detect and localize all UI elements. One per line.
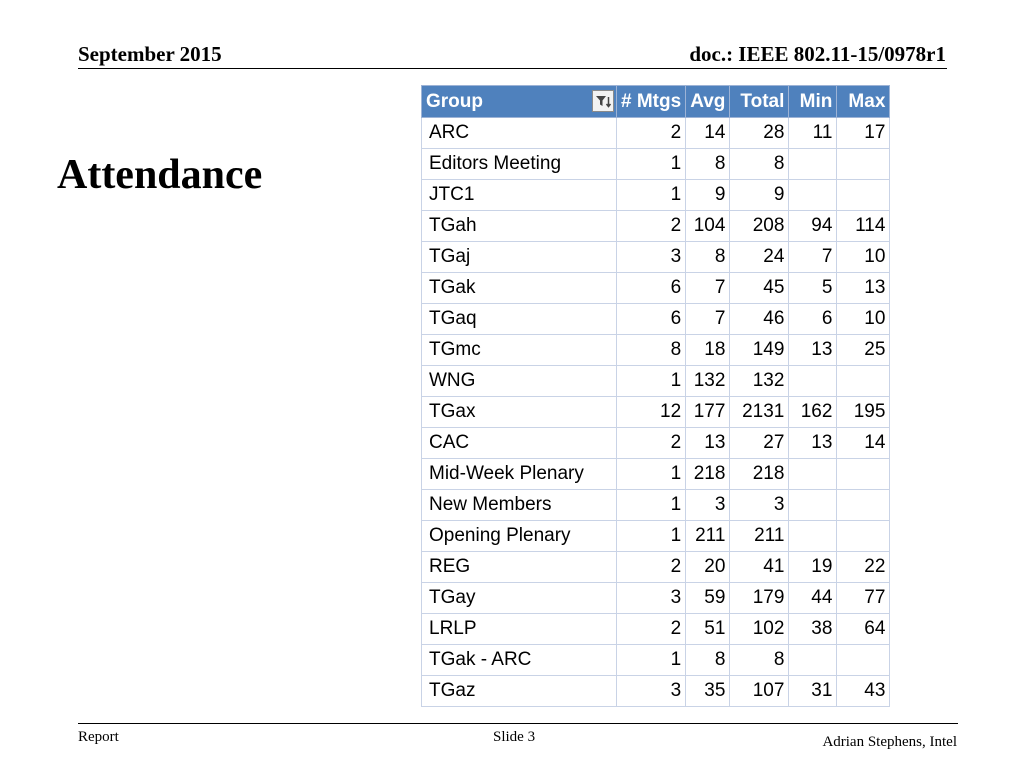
cell-group: WNG bbox=[422, 366, 617, 397]
cell-min: 5 bbox=[789, 273, 837, 304]
cell-total: 9 bbox=[730, 180, 789, 211]
column-header-max[interactable]: Max bbox=[837, 86, 890, 118]
cell-min: 13 bbox=[789, 428, 837, 459]
cell-mtgs: 1 bbox=[617, 490, 686, 521]
cell-min bbox=[789, 180, 837, 211]
cell-mtgs: 2 bbox=[617, 552, 686, 583]
cell-avg: 7 bbox=[686, 304, 730, 335]
cell-avg: 211 bbox=[686, 521, 730, 552]
cell-max bbox=[837, 645, 890, 676]
cell-min: 31 bbox=[789, 676, 837, 707]
cell-max: 195 bbox=[837, 397, 890, 428]
cell-avg: 218 bbox=[686, 459, 730, 490]
cell-group: Mid-Week Plenary bbox=[422, 459, 617, 490]
cell-min: 7 bbox=[789, 242, 837, 273]
cell-mtgs: 1 bbox=[617, 149, 686, 180]
cell-max: 114 bbox=[837, 211, 890, 242]
table-row bbox=[422, 397, 890, 428]
table-row bbox=[422, 490, 890, 521]
table-row bbox=[422, 273, 890, 304]
cell-mtgs: 3 bbox=[617, 583, 686, 614]
cell-avg: 35 bbox=[686, 676, 730, 707]
cell-min bbox=[789, 521, 837, 552]
cell-avg: 104 bbox=[686, 211, 730, 242]
cell-group: LRLP bbox=[422, 614, 617, 645]
cell-mtgs: 1 bbox=[617, 459, 686, 490]
cell-group: TGax bbox=[422, 397, 617, 428]
cell-mtgs: 1 bbox=[617, 366, 686, 397]
cell-min bbox=[789, 459, 837, 490]
cell-total: 208 bbox=[730, 211, 789, 242]
cell-max bbox=[837, 366, 890, 397]
cell-avg: 3 bbox=[686, 490, 730, 521]
cell-group: TGay bbox=[422, 583, 617, 614]
table-row bbox=[422, 366, 890, 397]
cell-total: 27 bbox=[730, 428, 789, 459]
cell-mtgs: 8 bbox=[617, 335, 686, 366]
cell-avg: 59 bbox=[686, 583, 730, 614]
cell-total: 179 bbox=[730, 583, 789, 614]
cell-min: 11 bbox=[789, 118, 837, 149]
cell-total: 107 bbox=[730, 676, 789, 707]
cell-max bbox=[837, 180, 890, 211]
cell-total: 41 bbox=[730, 552, 789, 583]
cell-max bbox=[837, 521, 890, 552]
cell-min: 38 bbox=[789, 614, 837, 645]
cell-avg: 8 bbox=[686, 645, 730, 676]
cell-group: TGak bbox=[422, 273, 617, 304]
cell-total: 8 bbox=[730, 645, 789, 676]
cell-avg: 8 bbox=[686, 242, 730, 273]
cell-mtgs: 1 bbox=[617, 645, 686, 676]
cell-min bbox=[789, 149, 837, 180]
column-header-mtgs[interactable]: # Mtgs bbox=[617, 86, 686, 118]
cell-min: 94 bbox=[789, 211, 837, 242]
cell-max bbox=[837, 149, 890, 180]
footer-rule bbox=[78, 723, 958, 724]
cell-min bbox=[789, 366, 837, 397]
cell-mtgs: 3 bbox=[617, 676, 686, 707]
table-row bbox=[422, 676, 890, 707]
cell-group: TGak - ARC bbox=[422, 645, 617, 676]
table-row bbox=[422, 428, 890, 459]
cell-max: 14 bbox=[837, 428, 890, 459]
cell-max: 64 bbox=[837, 614, 890, 645]
table-header-row bbox=[422, 86, 890, 118]
cell-max bbox=[837, 459, 890, 490]
cell-total: 102 bbox=[730, 614, 789, 645]
cell-max: 10 bbox=[837, 242, 890, 273]
column-header-group[interactable] bbox=[422, 86, 617, 118]
attendance-table-container bbox=[421, 85, 890, 707]
cell-max bbox=[837, 490, 890, 521]
cell-min: 44 bbox=[789, 583, 837, 614]
table-row bbox=[422, 521, 890, 552]
cell-mtgs: 2 bbox=[617, 118, 686, 149]
filter-sort-icon[interactable] bbox=[592, 90, 614, 112]
cell-total: 211 bbox=[730, 521, 789, 552]
cell-total: 28 bbox=[730, 118, 789, 149]
cell-max: 43 bbox=[837, 676, 890, 707]
cell-mtgs: 2 bbox=[617, 614, 686, 645]
header-doc-id: doc.: IEEE 802.11-15/0978r1 bbox=[689, 42, 946, 66]
cell-total: 149 bbox=[730, 335, 789, 366]
cell-group: Opening Plenary bbox=[422, 521, 617, 552]
cell-max: 25 bbox=[837, 335, 890, 366]
cell-avg: 20 bbox=[686, 552, 730, 583]
column-header-avg[interactable]: Avg bbox=[686, 86, 730, 118]
cell-min: 162 bbox=[789, 397, 837, 428]
table-row bbox=[422, 211, 890, 242]
cell-group: JTC1 bbox=[422, 180, 617, 211]
cell-total: 24 bbox=[730, 242, 789, 273]
cell-min bbox=[789, 645, 837, 676]
cell-max: 10 bbox=[837, 304, 890, 335]
column-header-total[interactable]: Total bbox=[730, 86, 789, 118]
table-row bbox=[422, 645, 890, 676]
cell-total: 132 bbox=[730, 366, 789, 397]
column-header-min[interactable]: Min bbox=[789, 86, 837, 118]
table-row bbox=[422, 304, 890, 335]
table-row bbox=[422, 118, 890, 149]
table-row bbox=[422, 149, 890, 180]
table-row bbox=[422, 459, 890, 490]
cell-total: 3 bbox=[730, 490, 789, 521]
cell-total: 218 bbox=[730, 459, 789, 490]
cell-total: 8 bbox=[730, 149, 789, 180]
table-row bbox=[422, 552, 890, 583]
footer-author: Adrian Stephens, Intel bbox=[822, 734, 957, 750]
cell-mtgs: 1 bbox=[617, 180, 686, 211]
cell-mtgs: 6 bbox=[617, 304, 686, 335]
cell-mtgs: 3 bbox=[617, 242, 686, 273]
cell-avg: 177 bbox=[686, 397, 730, 428]
header-date: September 2015 bbox=[78, 42, 222, 66]
cell-max: 22 bbox=[837, 552, 890, 583]
cell-group: Editors Meeting bbox=[422, 149, 617, 180]
table-row bbox=[422, 614, 890, 645]
cell-avg: 7 bbox=[686, 273, 730, 304]
cell-group: TGaz bbox=[422, 676, 617, 707]
cell-mtgs: 1 bbox=[617, 521, 686, 552]
cell-max: 77 bbox=[837, 583, 890, 614]
column-header-label: Group bbox=[426, 90, 483, 112]
cell-mtgs: 6 bbox=[617, 273, 686, 304]
cell-min: 19 bbox=[789, 552, 837, 583]
cell-total: 2131 bbox=[730, 397, 789, 428]
table-row bbox=[422, 583, 890, 614]
cell-min: 6 bbox=[789, 304, 837, 335]
cell-max: 17 bbox=[837, 118, 890, 149]
cell-avg: 132 bbox=[686, 366, 730, 397]
cell-total: 45 bbox=[730, 273, 789, 304]
cell-avg: 14 bbox=[686, 118, 730, 149]
cell-min: 13 bbox=[789, 335, 837, 366]
cell-avg: 13 bbox=[686, 428, 730, 459]
cell-avg: 9 bbox=[686, 180, 730, 211]
footer-label: Report bbox=[78, 729, 119, 745]
table-row bbox=[422, 180, 890, 211]
cell-group: TGah bbox=[422, 211, 617, 242]
cell-group: TGmc bbox=[422, 335, 617, 366]
cell-max: 13 bbox=[837, 273, 890, 304]
table-row bbox=[422, 335, 890, 366]
cell-group: REG bbox=[422, 552, 617, 583]
cell-avg: 51 bbox=[686, 614, 730, 645]
cell-mtgs: 12 bbox=[617, 397, 686, 428]
attendance-table bbox=[421, 85, 890, 707]
cell-group: TGaq bbox=[422, 304, 617, 335]
cell-group: TGaj bbox=[422, 242, 617, 273]
slide-number: Slide 3 bbox=[493, 729, 536, 745]
cell-total: 46 bbox=[730, 304, 789, 335]
cell-mtgs: 2 bbox=[617, 428, 686, 459]
slide-title: Attendance bbox=[57, 152, 263, 198]
header-rule bbox=[78, 68, 947, 69]
table-row bbox=[422, 242, 890, 273]
cell-avg: 8 bbox=[686, 149, 730, 180]
cell-min bbox=[789, 490, 837, 521]
cell-mtgs: 2 bbox=[617, 211, 686, 242]
cell-group: New Members bbox=[422, 490, 617, 521]
cell-group: CAC bbox=[422, 428, 617, 459]
cell-avg: 18 bbox=[686, 335, 730, 366]
cell-group: ARC bbox=[422, 118, 617, 149]
